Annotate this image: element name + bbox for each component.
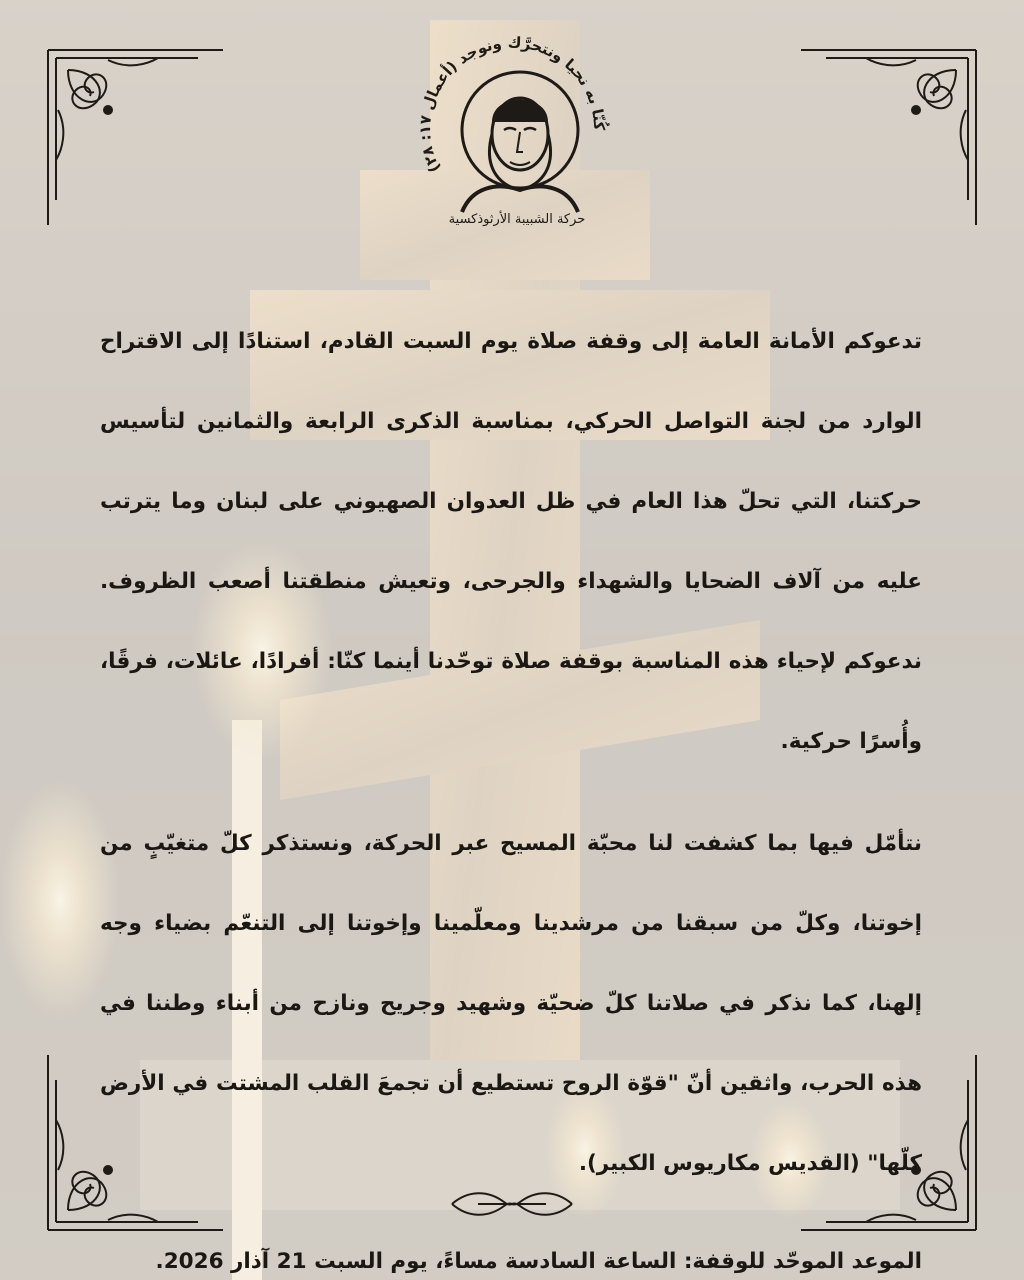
ornamental-corner-icon (38, 40, 228, 230)
paragraph-invitation: تدعوكم الأمانة العامة إلى وقفة صلاة يوم السبت القادم، استنادًا إلى الاقتراح الوارد من لجنة التواصل الحركي، بمناسبة الذكرى الرابعة والثمانين لتأسيس حركتنا، التي تحلّ هذا العام في ظل العدوان الصهيوني على لبنان وما يترتب عليه من آلاف الضحايا والشهداء والجرحى، وتعيش منطقتنا أصعب الظروف. ندعوكم لإحياء هذه المناسبة بوقفة صلاة توحّدنا أينما كنّا: أفرادًا، عائلات، فرقًا، وأُسرًا حركية. (100, 329, 922, 754)
paragraph-date: الموعد الموحّد للوقفة: الساعة السادسة مساءً، يوم السبت 21 آذار 2026. (155, 1249, 922, 1274)
logo-arc-text: كُنّا به نحيا ونتحرَّك ونوجد (أعمال ١٧: ٢٨) (416, 33, 609, 176)
christ-icon (412, 22, 622, 242)
announcement-body (100, 302, 922, 1280)
movement-logo (412, 22, 622, 242)
ornamental-corner-icon (796, 40, 986, 230)
flourish-divider-icon (448, 1184, 576, 1224)
paragraph-reflection: نتأمّل فيها بما كشفت لنا محبّة المسيح عبر الحركة، ونستذكر كلّ متغيّبٍ من إخوتنا، وكلّ من سبقنا من مرشدينا ومعلّمينا وإخوتنا إلى التنعّم بضياء وجه إلهنا، كما نذكر في صلاتنا كلّ ضحيّة وشهيد وجريح ونازح من أبناء وطننا في هذه الحرب، واثقين أنّ "قوّة الروح تستطيع أن تجمعَ القلب المشتت في الأرض كلّها" (القديس مكاريوس الكبير). (100, 831, 922, 1176)
logo-caption: حركة الشبيبة الأرثوذكسية (448, 212, 586, 227)
